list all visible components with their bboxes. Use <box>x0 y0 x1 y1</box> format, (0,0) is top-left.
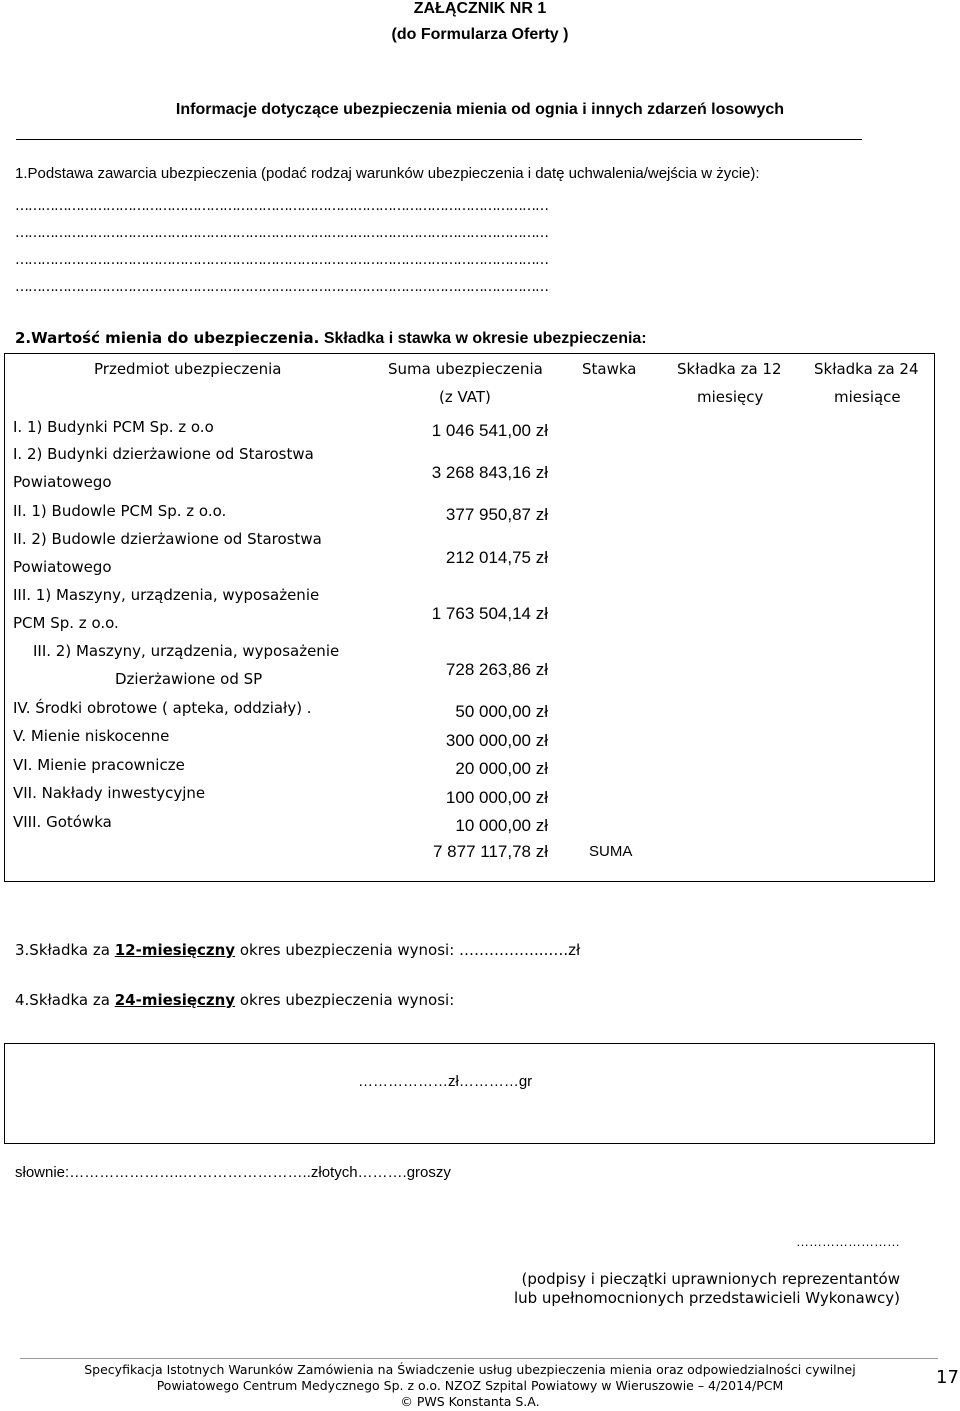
header-sum-vat: (z VAT) <box>439 388 491 406</box>
row-value: 300 000,00 zł <box>445 731 548 750</box>
row-value: 1 763 504,14 zł <box>431 604 548 623</box>
amount-in-words[interactable]: słownie:…………………..……………………..złotych……….groszy <box>15 1164 451 1181</box>
row-subject: VII. Nakłady inwestycyjne <box>13 784 206 802</box>
section4-line <box>15 991 454 1009</box>
footer-line-2: Powiatowego Centrum Medycznego Sp. z o.o. NZOZ Szpital Powiatowy w Wieruszowie – 4/2014/PCM <box>156 1378 784 1393</box>
total-label: SUMA <box>589 843 633 860</box>
header-premium-24-months: miesiące <box>834 388 901 406</box>
section3-line <box>15 941 580 959</box>
row-subject: VI. Mienie pracownicze <box>13 756 185 774</box>
annex-number: ZAŁĄCZNIK NR 1 <box>413 0 547 17</box>
header-rate: Stawka <box>582 360 637 378</box>
total-value: 7 877 117,78 zł <box>433 842 548 861</box>
footer-line-3: © PWS Konstanta S.A. <box>400 1394 540 1409</box>
document-title: Informacje dotyczące ubezpieczenia mienia od ognia i innych zdarzeń losowych <box>175 101 785 118</box>
title-rule <box>16 139 862 140</box>
row-subject: III. 2) Maszyny, urządzenia, wyposażenie <box>33 642 340 660</box>
section1-dots-4: …………………………………………………………………………………………………………… <box>15 279 548 295</box>
page-number: 17 <box>936 1367 959 1388</box>
signature-dots: …………………… <box>796 1234 900 1249</box>
annex-subtitle: (do Formularza Oferty ) <box>391 26 569 43</box>
section3-period: 12-miesięczny <box>114 941 236 959</box>
section2-label-rest: Składka i stawka w okresie ubezpieczenia: <box>319 330 647 347</box>
row-subject: II. 1) Budowle PCM Sp. z o.o. <box>13 502 227 520</box>
premium-box <box>4 1043 935 1144</box>
section1-dots-3: …………………………………………………………………………………………………………… <box>15 252 548 268</box>
row-subject-cont: Powiatowego <box>13 558 112 576</box>
premium-amount-field[interactable]: ………………zł…………gr <box>358 1073 533 1090</box>
section3-suffix: okres ubezpieczenia wynosi: ……………...….zł <box>235 941 581 959</box>
row-subject: II. 2) Budowle dzierżawione od Starostwa <box>13 530 322 548</box>
row-subject-cont: PCM Sp. z o.o. <box>13 614 119 632</box>
row-subject: V. Mienie niskocenne <box>13 727 170 745</box>
section4-period: 24-miesięczny <box>114 991 236 1009</box>
row-subject: VIII. Gotówka <box>13 813 112 831</box>
row-subject-cont: Dzierżawione od SP <box>115 670 263 688</box>
section1-dots-2: …………………………………………………………………………………………………………… <box>15 225 548 241</box>
header-subject: Przedmiot ubezpieczenia <box>94 360 282 378</box>
row-value: 10 000,00 zł <box>455 816 548 835</box>
section2-label <box>15 329 647 348</box>
row-value: 1 046 541,00 zł <box>431 421 548 440</box>
row-value: 728 263,86 zł <box>445 660 548 679</box>
row-value: 50 000,00 zł <box>455 702 548 721</box>
header-premium-24: Składka za 24 <box>814 360 919 378</box>
footer-rule <box>20 1358 938 1359</box>
footer-line-1: Specyfikacja Istotnych Warunków Zamówienia na Świadczenie usług ubezpieczenia mienia oraz odpowiedzialności cywilnej <box>84 1362 856 1377</box>
signature-caption-2: lub upełnomocnionych przedstawicieli Wykonawcy) <box>513 1289 900 1307</box>
row-value: 20 000,00 zł <box>455 759 548 778</box>
row-subject: IV. Środki obrotowe ( apteka, oddziały) . <box>13 699 312 717</box>
header-premium-12: Składka za 12 <box>677 360 782 378</box>
row-value: 212 014,75 zł <box>445 548 548 567</box>
section1-label: 1.Podstawa zawarcia ubezpieczenia (podać rodzaj warunków ubezpieczenia i datę uchwalenia/wejścia w życie): <box>15 165 760 182</box>
row-subject: III. 1) Maszyny, urządzenia, wyposażenie <box>13 586 320 604</box>
section1-dots-1: …………………………………………………………………………………………………………… <box>15 198 548 214</box>
signature-caption-1: (podpisy i pieczątki uprawnionych reprezentantów <box>521 1270 900 1288</box>
row-subject: I. 2) Budynki dzierżawione od Starostwa <box>13 445 314 463</box>
section3-prefix: 3.Składka za <box>15 941 115 959</box>
section4-suffix: okres ubezpieczenia wynosi: <box>235 991 455 1009</box>
header-premium-12-months: miesięcy <box>697 388 764 406</box>
section2-label-bold: 2.Wartość mienia do ubezpieczenia. <box>15 329 320 347</box>
row-value: 377 950,87 zł <box>445 505 548 524</box>
row-value: 100 000,00 zł <box>445 788 548 807</box>
row-subject-cont: Powiatowego <box>13 473 112 491</box>
row-subject: I. 1) Budynki PCM Sp. z o.o <box>13 418 214 436</box>
header-sum: Suma ubezpieczenia <box>388 360 543 378</box>
section4-prefix: 4.Składka za <box>15 991 115 1009</box>
row-value: 3 268 843,16 zł <box>431 463 548 482</box>
